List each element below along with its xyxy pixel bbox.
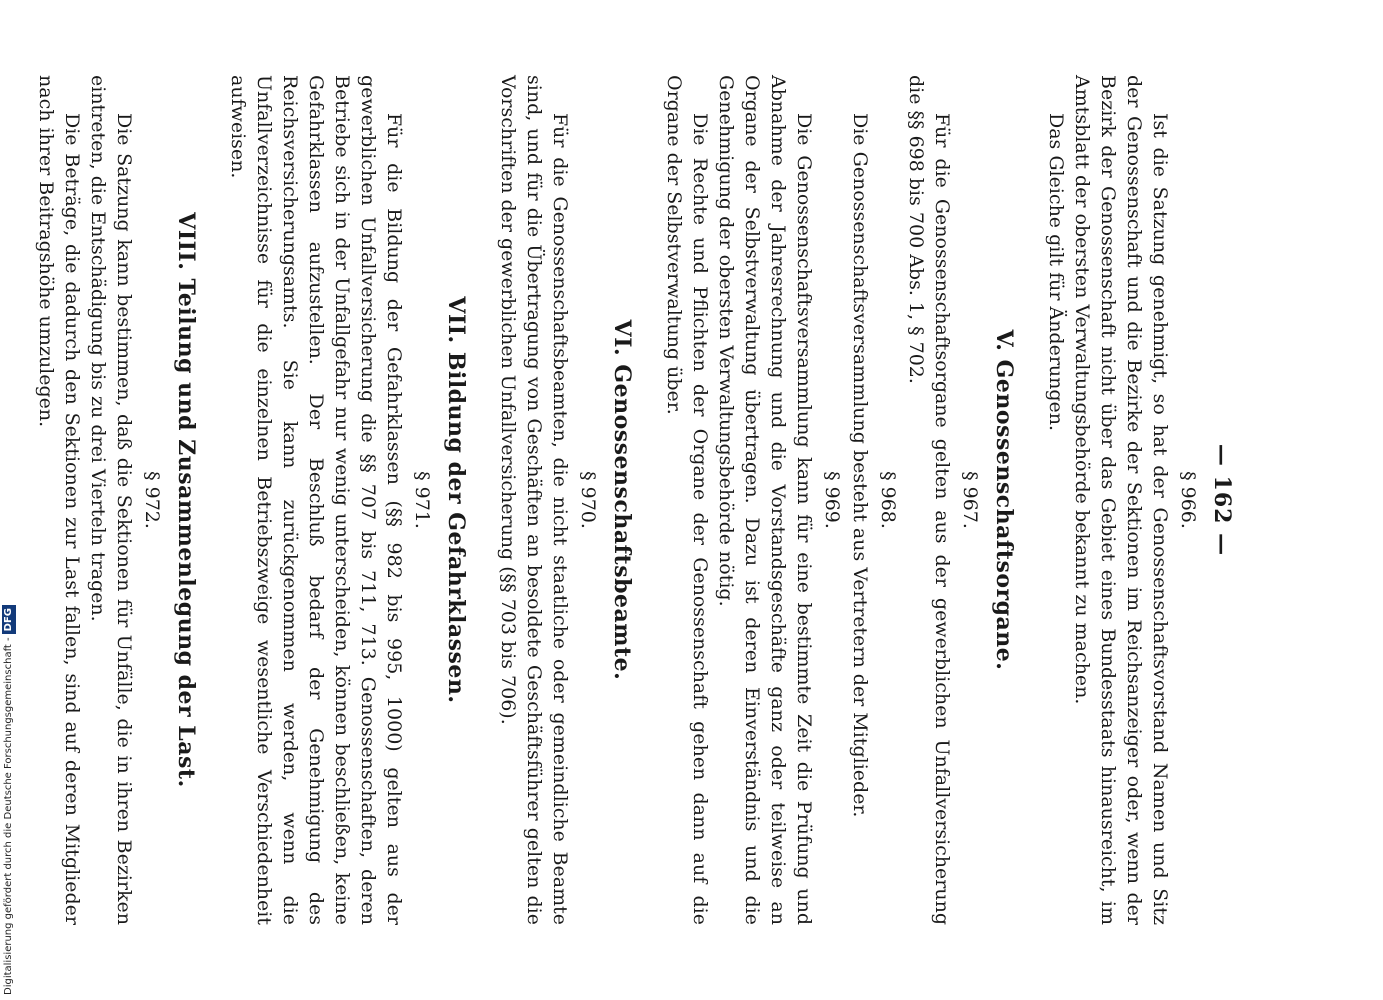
heading-vi: VI. Genossenschaftsbeamte.: [609, 319, 635, 681]
section-970-number: § 970.: [577, 471, 599, 529]
section-967-number: § 967.: [959, 471, 981, 529]
paragraph-969-2: Die Rechte und Pflichten der Organe der Genossenschaft gehen dann auf die Organe der Selbstverwaltung über.: [663, 75, 711, 925]
dfg-logo: DFG: [2, 605, 16, 634]
rotated-document-page: [35, 0, 1235, 1000]
paragraph-971: Für die Bildung der Gefahrklassen (§§ 982 bis 995, 1000) gelten aus der gewerblichen Unfallversicherung die §§ 707 bis 711, 713. Genossenschaften, deren Betriebe sich in der Unfallgefahr nur wenig unterscheiden, können beschließen, keine Gefahrklassen aufzustellen. Der Beschluß bedarf der Genehmigung des Reichsversicherungsamts. Sie kann zurückgenommen werden, wenn die Unfallverzeichnisse für die einzelnen Betriebszweige wesentliche Verschiedenheit aufweisen.: [227, 75, 405, 925]
paragraph-970: Für die Genossenschaftsbeamten, die nicht staatliche oder gemeindliche Beamte sind, und für die Übertragung von Geschäften an besoldete Geschäftsführer gelten die Vorschriften der gewerblichen Unfallversicherung (§§ 703 bis 706).: [497, 75, 571, 925]
page-body: [33, 75, 1235, 925]
paragraph-969-1: Die Genossenschaftsversammlung kann für eine bestimmte Zeit die Prüfung und Abnahme der Jahresrechnung und die Vorstandsgeschäfte ganz oder teilweise an Organe der Selbstverwaltung übertragen. Dazu ist deren Einverständnis und die Genehmigung der obersten Verwaltungsbehörde nötig.: [715, 75, 815, 925]
paragraph-966-2: Das Gleiche gilt für Änderungen.: [1045, 113, 1067, 432]
heading-v: V. Genossenschaftsorgane.: [991, 329, 1017, 671]
section-968-number: § 968.: [877, 471, 899, 529]
section-971-number: § 971.: [411, 471, 433, 529]
paragraph-972-2: Die Beträge, die dadurch den Sektionen zur Last fallen, sind auf deren Mitglieder nach ihrer Beitragshöhe umzulegen.: [35, 75, 83, 925]
section-966-number: § 966.: [1177, 471, 1199, 529]
paragraph-972-1: Die Satzung kann bestimmen, daß die Sektionen für Unfälle, die in ihren Bezirken eintreten, die Entschädigung bis zu drei Vierteln tragen.: [87, 75, 135, 925]
heading-viii: VIII. Teilung und Zusammenlegung der Last.: [173, 212, 199, 788]
paragraph-967: Für die Genossenschaftsorgane gelten aus der gewerblichen Unfallversicherung die §§ 698 bis 700 Abs. 1, § 702.: [905, 75, 953, 925]
heading-vii: VII. Bildung der Gefahrklassen.: [443, 296, 469, 704]
section-972-number: § 972.: [141, 471, 163, 529]
paragraph-968: Die Genossenschaftsversammlung besteht aus Vertretern der Mitglieder.: [849, 113, 871, 818]
paragraph-966-1: Ist die Satzung genehmigt, so hat der Genossenschaftsvorstand Namen und Sitz der Genossenschaft und die Bezirke der Sektionen im Reichsanzeiger oder, wenn der Bezirk der Genossenschaft nicht über das Gebiet eines Bundesstaats hinausreicht, im Amtsblatt der obersten Verwaltungsbehörde bekannt zu machen.: [1071, 75, 1171, 925]
page-number: — 162 —: [1209, 443, 1235, 557]
digitization-credit: [2, 605, 16, 995]
section-969-number: § 969.: [821, 471, 843, 529]
credit-text: Digitalisierung gefördert durch die Deutsche Forschungsgemeinschaft -: [3, 637, 14, 995]
